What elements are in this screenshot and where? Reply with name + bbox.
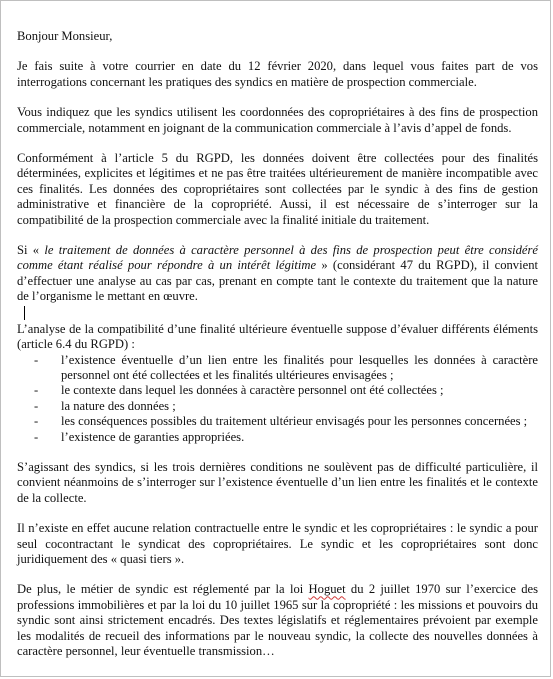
greeting: Bonjour Monsieur, (17, 29, 113, 43)
criteria-list (17, 353, 538, 445)
p4-post: » (considérant 47 du RGPD), il convient d’effectuer une analyse au cas par cas, prenant en compte tant le contexte du traitement que la nature de l’organisme le mettant en œuvre. (17, 258, 538, 304)
list-item-text: le contexte dans lequel les données à caractère personnel ont été collectées ; (61, 383, 444, 398)
p8-post: du 2 juillet 1970 sur l’exercice des professions immobilières et par la loi du 10 juillet 1965 sur la copropriété : les missions et pouvoirs du syndic sont ainsi strictement encadrés. Des textes législatifs et réglementaires prévoient par exemple les modalités de recueil des informations par le nouveau syndic, la collecte des nouvelles données à caractère personnel, leur éventuelle transmission… (17, 582, 538, 658)
paragraph-3: Conformément à l’article 5 du RGPD, les données doivent être collectées pour des finalités déterminées, explicites et légitimes et ne pas être traitées ultérieurement de manière incompatible avec ces finalités. Les données des copropriétaires sont collectées par le syndic à des fins de gestion administrative et financière de la copropriété. Aussi, il est nécessaire de s’interroger sur la compatibilité de la prospection commerciale avec la finalité initiale du traitement. (17, 151, 538, 227)
paragraph-7: Il n’existe en effet aucune relation contractuelle entre le syndic et les copropriétaires : le syndic a pour seul cocontractant le syndicat des copropriétaires. Le syndic et les copropriétaires sont donc juridiquement des « quasi tiers ». (17, 521, 538, 566)
bullet-dash: - (34, 429, 39, 444)
list-item-text: la nature des données ; (61, 398, 176, 413)
bullet-dash: - (34, 383, 39, 398)
spellcheck-flagged-word[interactable]: Hoguet (308, 582, 346, 597)
p4-quote: le traitement de données à caractère personnel à des fins de prospection peut être considéré comme étant réalisé pour répondre à un intérêt légitime (17, 243, 538, 273)
bullet-dash: - (34, 414, 39, 429)
paragraph-4 (17, 243, 538, 305)
list-item (17, 353, 538, 384)
paragraph-1: Je fais suite à votre courrier en date du 12 février 2020, dans lequel vous faites part de vos interrogations concernant les pratiques des syndics en matière de prospection commerciale. (17, 59, 538, 89)
paragraph-2: Vous indiquez que les syndics utilisent les coordonnées des copropriétaires à des fins de prospection commerciale, notamment en joignant de la communication commerciale à l’avis d’appel de fonds. (17, 105, 538, 135)
text-cursor (24, 306, 25, 320)
list-item (17, 430, 538, 445)
bullet-dash: - (34, 398, 39, 413)
list-item (17, 399, 538, 414)
list-item-text: l’existence de garanties appropriées. (61, 429, 245, 444)
list-item (17, 414, 538, 429)
paragraph-5-intro: L’analyse de la compatibilité d’une finalité ultérieure éventuelle suppose d’évaluer différents éléments (article 6.4 du RGPD) : (17, 321, 538, 352)
list-item-text: l’existence éventuelle d’un lien entre les finalités pour lesquelles les données à caractère personnel ont été collectées et les finalités ultérieures envisagées ; (61, 352, 538, 382)
p4-pre: Si « (17, 243, 45, 258)
p8-pre: De plus, le métier de syndic est réglementé par la loi (17, 582, 309, 597)
list-item (17, 383, 538, 398)
paragraph-6: S’agissant des syndics, si les trois dernières conditions ne soulèvent pas de difficulté particulière, il convient néanmoins de s’interroger sur l’existence éventuelle d’un lien entre les finalités et le contexte de la collecte. (17, 459, 538, 505)
bullet-dash: - (34, 352, 39, 367)
letter-body[interactable] (17, 29, 538, 674)
list-item-text: les conséquences possibles du traitement ultérieur envisagés pour les personnes concernées ; (61, 414, 528, 429)
paragraph-8 (17, 582, 538, 659)
